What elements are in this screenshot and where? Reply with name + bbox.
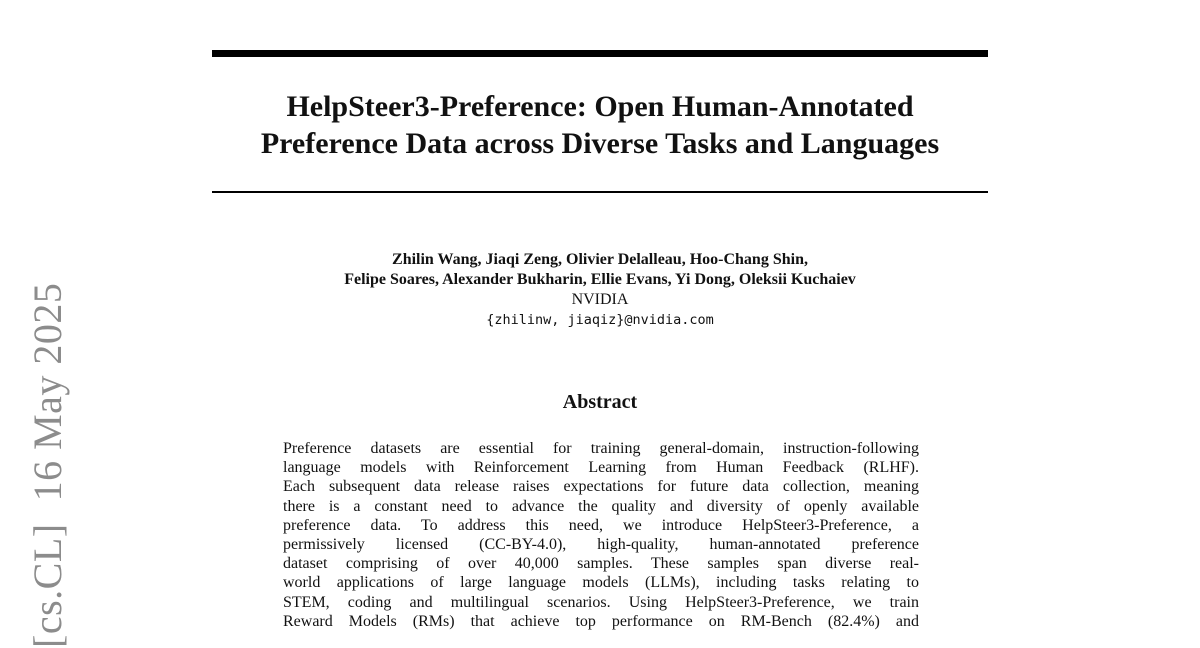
abstract-line: world applications of large language models (LLMs), including tasks relating to bbox=[283, 574, 919, 592]
abstract-line: there is a constant need to advance the quality and diversity of openly available bbox=[283, 497, 919, 515]
title-bottom-rule bbox=[212, 191, 988, 193]
arxiv-sidebar-stamp bbox=[25, 282, 70, 648]
title-line-1: HelpSteer3-Preference: Open Human-Annotated bbox=[286, 90, 914, 123]
author-block bbox=[212, 250, 988, 330]
abstract-line: preference data. To address this need, we introduce HelpSteer3-Preference, a bbox=[283, 516, 919, 534]
paper-title bbox=[212, 88, 988, 162]
abstract-line: dataset comprising of over 40,000 samples. These samples span diverse real- bbox=[283, 555, 919, 573]
abstract-line: STEM, coding and multilingual scenarios. Using HelpSteer3-Preference, we train bbox=[283, 593, 919, 611]
abstract-line: Preference datasets are essential for training general-domain, instruction-following bbox=[283, 440, 919, 457]
title-line-2: Preference Data across Diverse Tasks and Languages bbox=[260, 127, 940, 160]
authors-line-1: Zhilin Wang, Jiaqi Zeng, Olivier Delalleau, Hoo-Chang Shin, bbox=[392, 251, 808, 268]
arxiv-date: 16 May 2025 bbox=[25, 282, 70, 502]
author-email: {zhilinw, jiaqiz}@nvidia.com bbox=[486, 312, 714, 328]
abstract-line: Reward Models (RMs) that achieve top performance on RM-Bench (82.4%) and bbox=[283, 612, 919, 630]
authors-line-2: Felipe Soares, Alexander Bukharin, Ellie Evans, Yi Dong, Oleksii Kuchaiev bbox=[344, 271, 856, 288]
abstract-line: Each subsequent data release raises expectations for future data collection, meaning bbox=[283, 478, 919, 496]
title-top-rule bbox=[212, 50, 988, 57]
abstract-heading: Abstract bbox=[562, 391, 638, 413]
arxiv-category: [cs.CL] bbox=[25, 523, 70, 648]
abstract-line: permissively licensed (CC-BY-4.0), high-quality, human-annotated preference bbox=[283, 536, 919, 554]
affiliation: NVIDIA bbox=[571, 291, 629, 308]
abstract-line: language models with Reinforcement Learning from Human Feedback (RLHF). bbox=[283, 459, 919, 477]
abstract-body bbox=[283, 439, 919, 631]
